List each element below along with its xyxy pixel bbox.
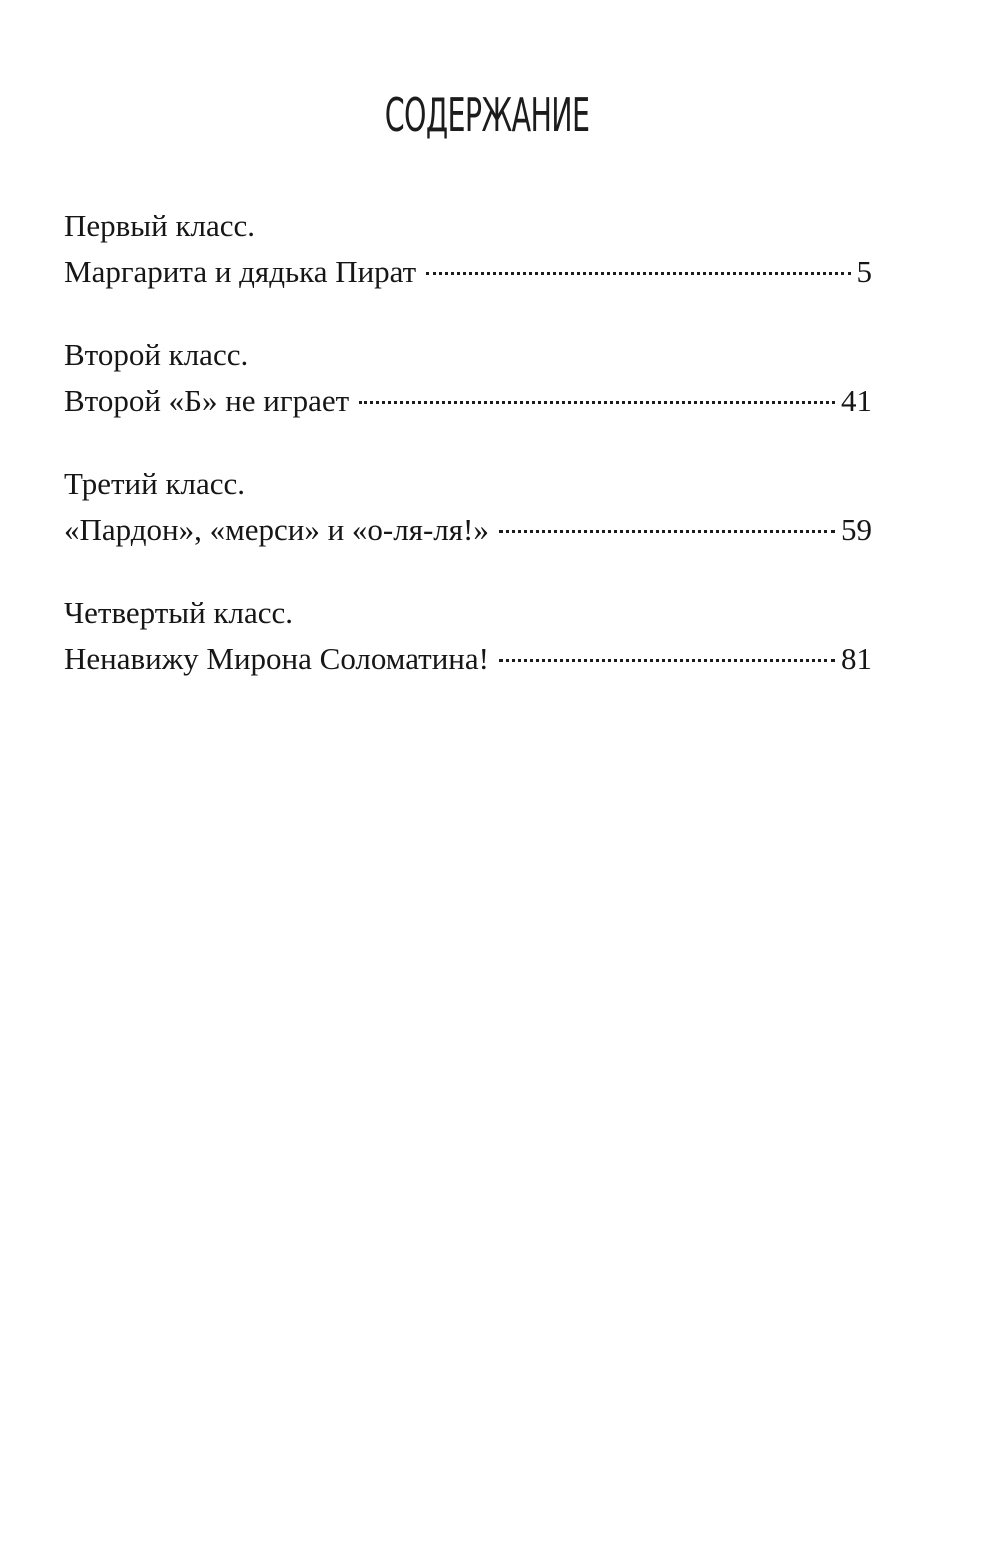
toc-entry[interactable] [64, 461, 872, 553]
toc-entry-line [64, 378, 872, 424]
toc-entry-line [64, 249, 872, 295]
toc-section-title: Первый класс. [64, 208, 256, 243]
toc-entry[interactable] [64, 332, 872, 424]
toc-page-number: 41 [841, 383, 872, 418]
toc-section-title: Второй класс. [64, 337, 249, 372]
toc-entry[interactable] [64, 203, 872, 295]
toc-chapter-title: Второй «Б» не играет [64, 383, 350, 418]
toc-page-number: 5 [856, 254, 872, 289]
toc-section-title: Четвертый класс. [64, 595, 294, 630]
toc-chapter-title: «Пардон», «мерси» и «о-ля-ля!» [64, 512, 489, 547]
dot-leader [499, 659, 835, 662]
page-title: СОДЕРЖАНИЕ [384, 88, 590, 142]
dot-leader [359, 401, 835, 404]
dot-leader [499, 530, 835, 533]
toc-chapter-title: Ненавижу Мирона Соломатина! [64, 641, 489, 676]
toc-entry-line [64, 507, 872, 553]
toc-page-number: 81 [841, 641, 872, 676]
toc-page-number: 59 [841, 512, 872, 547]
table-of-contents [64, 203, 872, 719]
toc-chapter-title: Маргарита и дядька Пират [64, 254, 417, 289]
toc-entry[interactable] [64, 590, 872, 682]
toc-section-title: Третий класс. [64, 466, 246, 501]
toc-entry-line [64, 636, 872, 682]
dot-leader [426, 272, 850, 275]
